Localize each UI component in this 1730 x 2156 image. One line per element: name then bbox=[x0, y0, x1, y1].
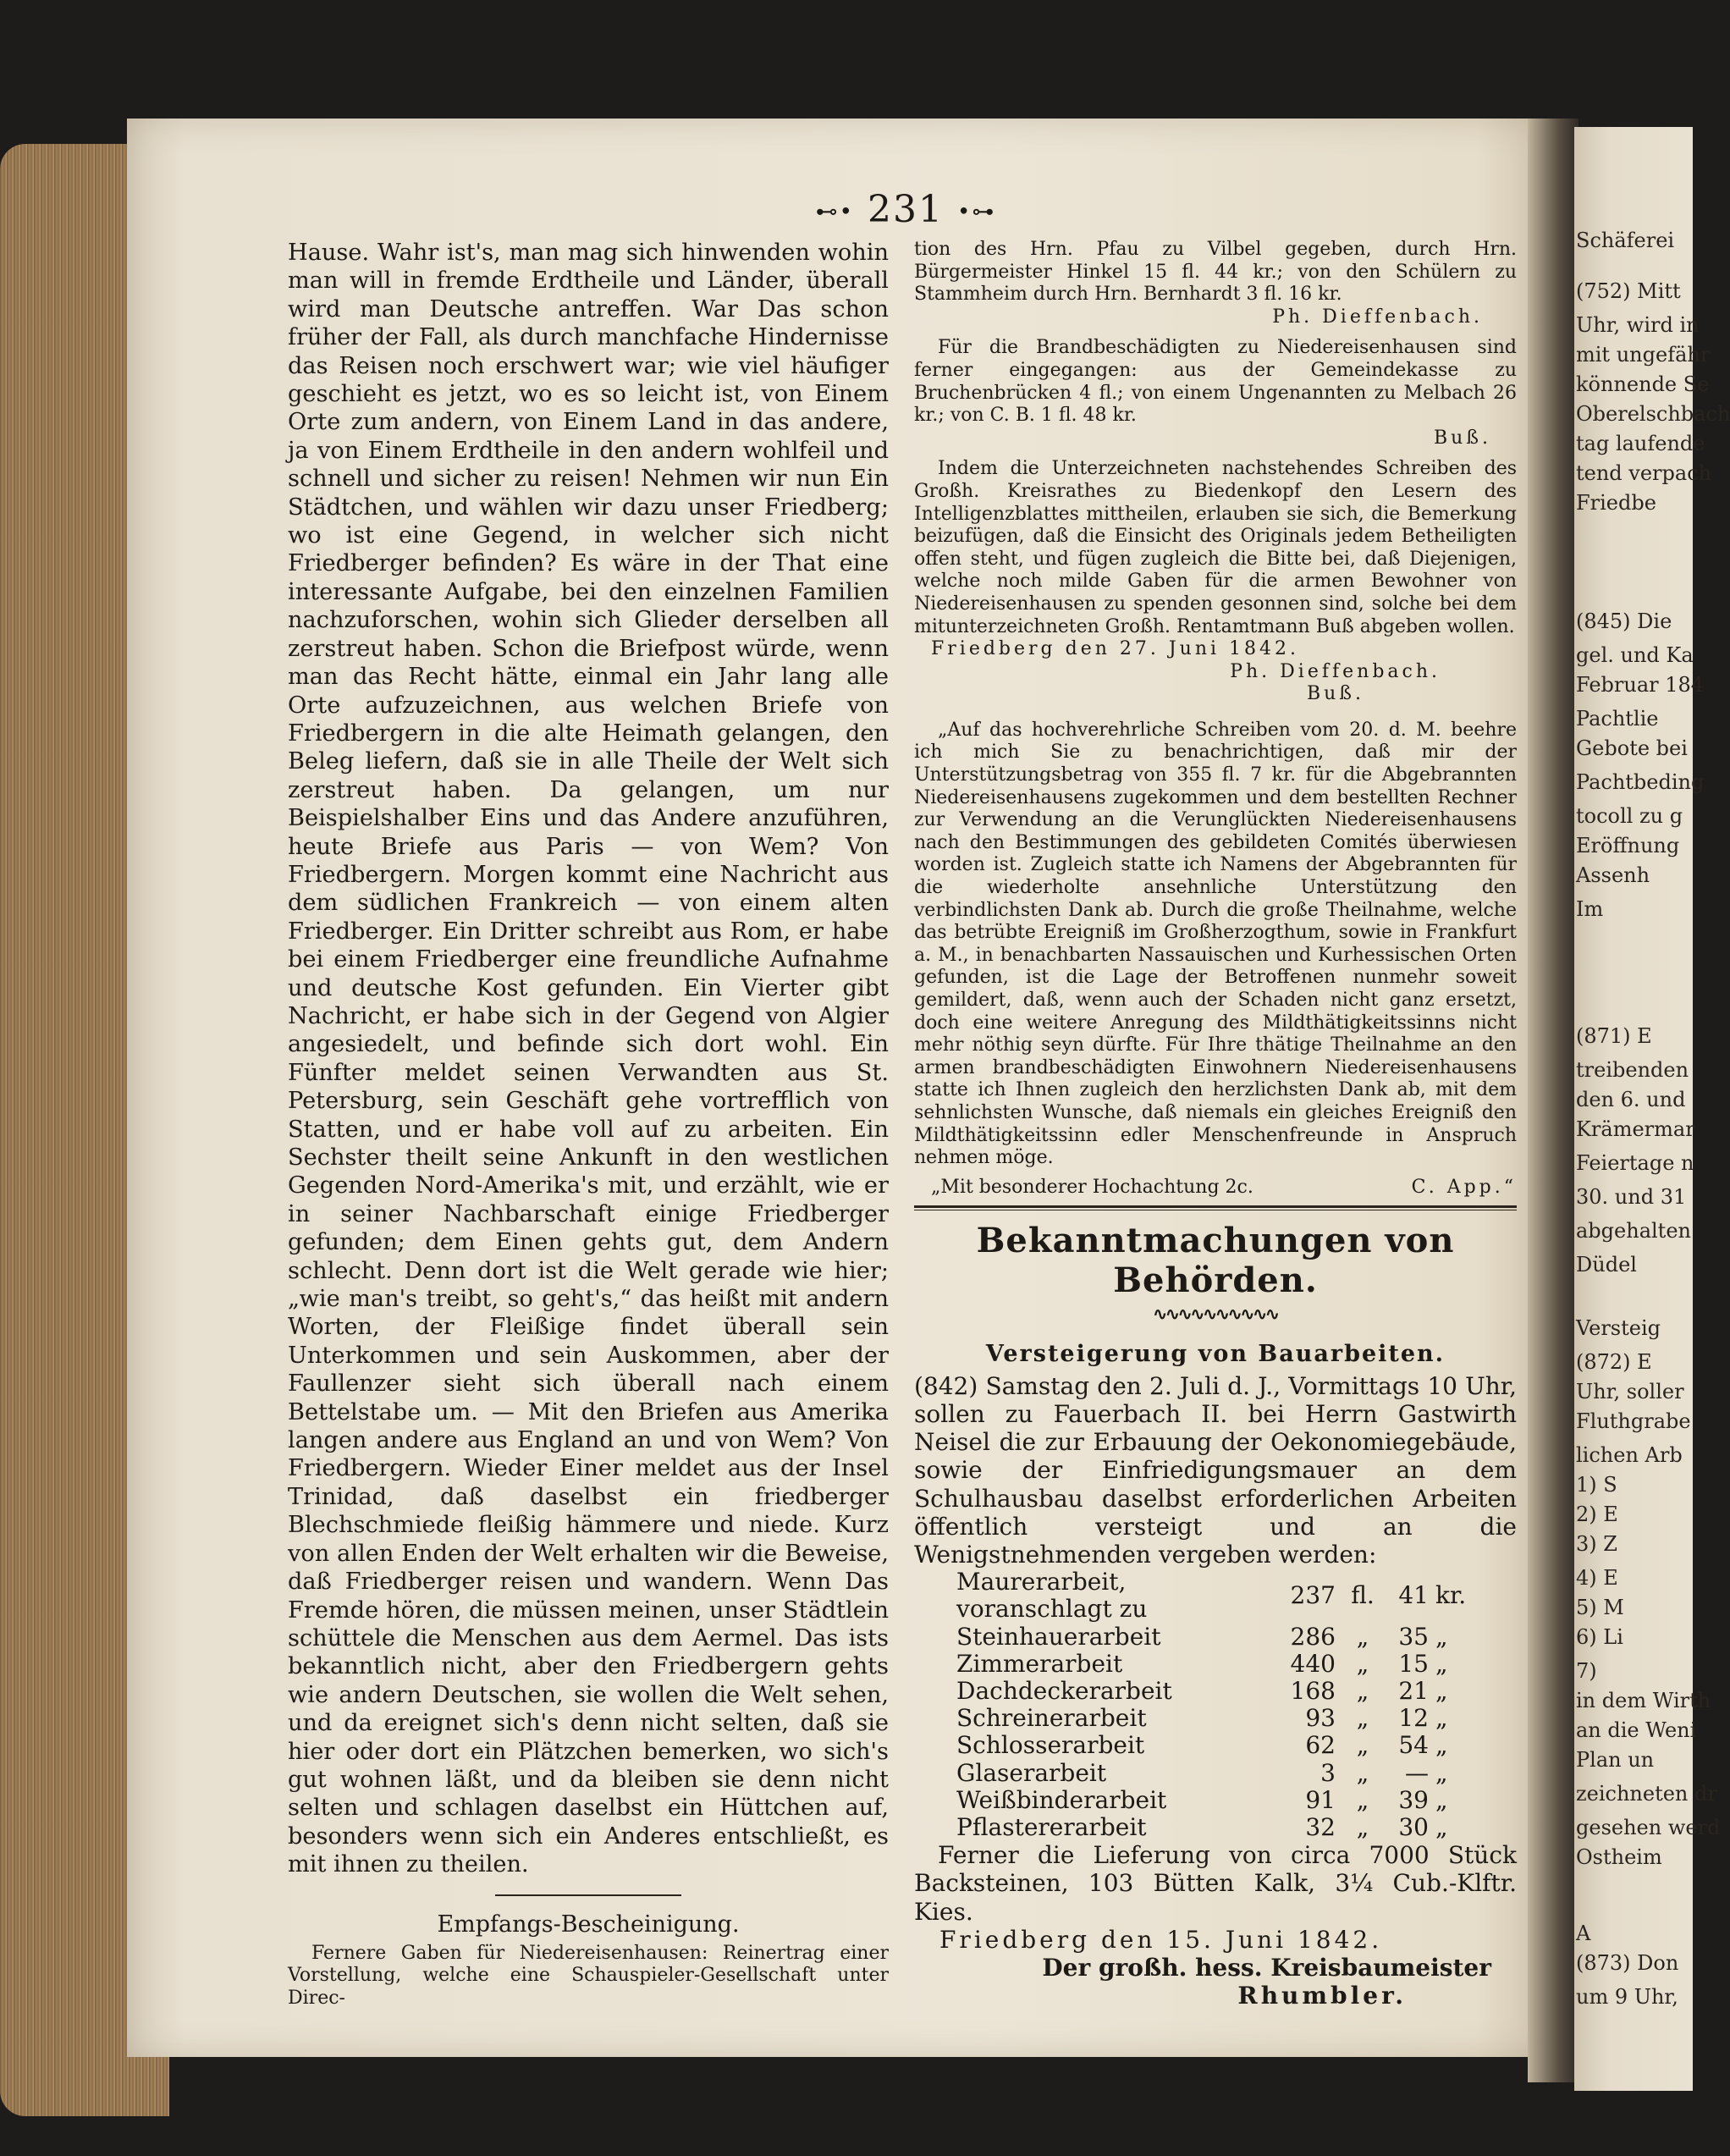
cost-kr-unit: „ bbox=[1435, 1758, 1448, 1787]
cost-fl: 62 bbox=[1305, 1731, 1336, 1760]
cost-fl: 168 bbox=[1290, 1676, 1336, 1705]
cost-fl-unit: „ bbox=[1356, 1649, 1369, 1678]
right-page-fragment: (873) Don bbox=[1576, 1951, 1679, 1975]
authority-title: Der großh. hess. Kreisbaumeister bbox=[1042, 1954, 1491, 1982]
cost-fl-unit: „ bbox=[1356, 1758, 1369, 1787]
right-page-fragment: tend verpach bbox=[1576, 461, 1712, 485]
cost-item: Zimmerarbeit bbox=[956, 1649, 1123, 1678]
letter-signature: C. App.“ bbox=[1411, 1176, 1517, 1198]
right-page-fragment: 3) Z bbox=[1576, 1532, 1617, 1556]
right-page-fragment: Pachtbeding bbox=[1576, 770, 1705, 794]
right-page-fragment: 4) E bbox=[1576, 1566, 1618, 1590]
signature-dieffenbach: Ph. Dieffenbach. bbox=[1272, 306, 1483, 328]
cost-item: Dachdeckerarbeit bbox=[956, 1676, 1172, 1705]
cost-kr: 12 bbox=[1398, 1704, 1429, 1733]
cost-row bbox=[956, 1760, 1466, 1787]
right-page-fragment: Im bbox=[1576, 897, 1604, 921]
notice-date: Friedberg den 15. Juni 1842. bbox=[939, 1925, 1383, 1954]
cost-kr: 39 bbox=[1398, 1785, 1429, 1814]
right-page-fragment: 5) M bbox=[1576, 1596, 1624, 1619]
right-page-fragment: Versteig bbox=[1576, 1316, 1661, 1340]
right-page-fragment: (845) Die bbox=[1576, 609, 1672, 633]
cost-kr-unit: „ bbox=[1435, 1622, 1448, 1651]
right-page-fragment: Assenh bbox=[1576, 863, 1650, 887]
right-page-fragment: um 9 Uhr, bbox=[1576, 1985, 1678, 2009]
cost-kr-unit: kr. bbox=[1435, 1581, 1467, 1610]
right-page-fragment: tag laufende bbox=[1576, 432, 1705, 455]
cost-kr-unit: „ bbox=[1435, 1731, 1448, 1760]
left-column bbox=[288, 239, 889, 2010]
cost-row bbox=[956, 1624, 1466, 1651]
right-page-fragment: 6) Li bbox=[1576, 1625, 1623, 1649]
ornament-right-icon: •⊶ bbox=[956, 199, 996, 225]
right-page-fragment: Friedbe bbox=[1576, 491, 1656, 515]
letter-text: „Auf das hochverehrliche Schreiben vom 20. d. M. beehre ich mich Sie zu benachrichtigen, daß mir der Unterstützungsbetrag von 355 fl. 7 kr. für die Abgebrannten Niedereisenhausens zugekommen und dem bestellten Rechner zur Verwendung an die Verunglückten Niedereisenhausens nach den Bestimmungen des gebildeten Comités überwiesen worden ist. Zugleich statte ich Namens der Abgebrannten für die wiederholte ansehnliche Unterstützung den verbindlichsten Dank ab. Durch die große Theilnahme, welche das betrübte Ereigniß im Großherzogthum, sowie in Frankfurt a. M., in benachbarten Nassauischen und Kurhessischen Orten gefunden, ist die Lage der Betroffenen nunmehr soweit gemildert, daß, wenn auch der Schaden nicht ganz ersetzt, doch eine weitere Anregung des Mildthätigkeitssinns nicht mehr nöthig seyn dürfte. Für Ihre thätige Theilnahme an den armen brandbeschädigten Einwohnern Niedereisenhausens statte ich Ihnen zugleich den herzlichsten Dank ab, mit dem sehnlichsten Wunsche, daß niemals ein gleiches Ereigniß den Mildthätigkeitssinn edler Menschenfreunde in Anspruch nehmen möge. bbox=[914, 719, 1517, 1169]
book-gutter bbox=[1528, 119, 1578, 2082]
cost-item: Schreinerarbeit bbox=[956, 1704, 1147, 1733]
right-page-fragment: Feiertage n bbox=[1576, 1151, 1694, 1175]
cost-fl: 286 bbox=[1290, 1622, 1336, 1651]
essay-text: Hause. Wahr ist's, man mag sich hinwenden wohin man will in fremde Erdtheile und Länder, überall wird man Deutsche antreffen. War Das schon früher der Fall, als durch manchfache Hindernisse das Reisen noch erschwert war; wie viel häufiger geschieht es jetzt, wo es so leicht ist, von Einem Orte zum andern, von Einem Land in das andere, ja von Einem Erdtheile in den andern wohlfeil und schnell und sicher zu reisen! Nehmen wir nun Ein Städtchen, und wählen wir dazu unser Friedberg; wo ist eine Gegend, in welcher sich nicht Friedberger befinden? Es wäre in der That eine interessante Aufgabe, bei den einzelnen Familien nachzuforschen, wohin sich Glieder derselben all zerstreut haben. Schon die Briefpost würde, wenn man das Recht hätte, einmal ein Jahr lang alle Orte aufzuzeichnen, aus welchen Briefe von Friedbergern in die alte Heimath gelangen, den Beleg liefern, daß sie in alle Theile der Welt sich zerstreut haben. Da gelangen, um nur Beispielshalber Eins und das Andere anzuführen, heute Briefe aus Paris — von Wem? Von Friedbergern. Morgen kommt eine Nachricht aus dem südlichen Frankreich — von einem alten Friedberger. Ein Dritter schreibt aus Rom, er habe bei einem Friedberger eine freundliche Aufnahme und deutsche Kost gefunden. Ein Vierter gibt Nachricht, er habe sich in der Gegend von Algier angesiedelt, und befinde sich dort wohl. Ein Fünfter meldet seinen Verwandten aus St. Petersburg, sein Geschäft gehe vortrefflich von Statten, und er habe voll auf zu arbeiten. Ein Sechster theilt seine Ankunft in den westlichen Gegenden Nord-Amerika's mit, und erzählt, wie er in seiner Nachbarschaft einige Friedberger gefunden; dem Einen gehts gut, dem Andern schlecht. Denn dort ist die Welt gerade wie hier; „wie man's treibt, so geht's,“ das heißt mit andern Worten, der Fleißige findet überall sein Unterkommen und sein Auskommen, aber der Faullenzer sieht sich überall nach einem Bettelstabe um. — Mit den Briefen aus Amerika langen andere aus England an und von Wem? Von Friedbergern. Wieder Einer meldet aus der Insel Trinidad, daß daselbst ein friedberger Blechschmiede fleißig hämmere und niede. Kurz von allen Enden der Welt erhalten wir die Beweise, daß Friedberger reisen und wandern. Wenn Das Fremde hören, die müssen meinen, unser Städtlein schüttele die Menschen aus dem Aermel. Das ists bekanntlich nicht, aber den Friedbergern gehts wie andern Deutschen, sie wollen die Welt sehen, und da ereignet sich's denn nicht selten, daß sie hier oder dort ein Plätzchen bemerken, wo sich's gut wohnen läßt, und da bleiben sie denn nicht selten und schlagen daselbst ein Hüttchen auf, besonders wenn sich ein Anderes entschließt, es mit ihnen zu theilen. bbox=[288, 240, 889, 1878]
section-title: Bekanntmachungen von Behörden. bbox=[976, 1220, 1455, 1300]
right-page-fragment: Eröffnung bbox=[1576, 834, 1680, 857]
cost-row bbox=[956, 1569, 1466, 1623]
right-page-fragment: mit ungefähr bbox=[1576, 343, 1711, 367]
right-page-fragment: treibenden bbox=[1576, 1058, 1689, 1082]
right-page-fragment: in dem Wirth bbox=[1576, 1689, 1711, 1712]
right-page-fragment: Schäferei bbox=[1576, 229, 1675, 252]
cost-kr-unit: „ bbox=[1435, 1704, 1448, 1733]
intro-text: Indem die Unterzeichneten nachstehendes Schreiben des Großh. Kreisrathes zu Biedenkopf den Lesern des Intelligenzblattes mittheilen, erlauben sie sich, die Bemerkung beizufügen, daß die Einsicht des Originals jedem Betheiligten offen steht, und fügen zugleich die Bitte bei, daß Diejenigen, welche noch milde Gaben für die armen Bewohner von Niedereisenhausen zu spenden gesonnen sind, solche bei dem mitunterzeichneten Großh. Rentamtmann Buß abgeben wollen. bbox=[914, 458, 1517, 637]
cost-item: Schlosserarbeit bbox=[956, 1731, 1145, 1760]
right-page-fragment: Ostheim bbox=[1576, 1845, 1662, 1869]
right-page-fragment: (752) Mitt bbox=[1576, 279, 1681, 303]
cost-fl: 93 bbox=[1305, 1704, 1336, 1733]
cost-fl-unit: „ bbox=[1356, 1704, 1369, 1733]
right-page-fragment: 7) bbox=[1576, 1659, 1597, 1683]
cost-row bbox=[956, 1732, 1466, 1759]
right-page-fragment: Gebote bei bbox=[1576, 736, 1688, 760]
signature-dieffenbach-2: Ph. Dieffenbach. bbox=[1230, 660, 1441, 682]
signature-buss: Buß. bbox=[1433, 427, 1491, 449]
donations-text: Für die Brandbeschädigten zu Niedereisenhausen sind ferner eingegangen: aus der Gemeindekasse zu Bruchenbrücken 4 fl.; von einem Ungenannten zu Melbach 26 kr.; von C. B. 1 fl. 48 kr. bbox=[914, 337, 1517, 427]
cost-fl: 91 bbox=[1305, 1785, 1336, 1814]
date-line: Friedberg den 27. Juni 1842. bbox=[931, 638, 1300, 660]
receipt-continuation: tion des Hrn. Pfau zu Vilbel gegeben, durch Hrn. Bürgermeister Hinkel 15 fl. 44 kr.; von den Schülern zu Stammheim durch Hrn. Bernhardt 3 fl. 16 kr. bbox=[914, 239, 1517, 306]
cost-kr: 15 bbox=[1398, 1649, 1429, 1678]
section-rule bbox=[914, 1205, 1517, 1210]
cost-fl-unit: „ bbox=[1356, 1622, 1369, 1651]
right-page-fragment: Düdel bbox=[1576, 1253, 1637, 1277]
right-page-fragment: den 6. und bbox=[1576, 1088, 1686, 1111]
receipt-heading: Empfangs-Bescheinigung. bbox=[437, 1911, 740, 1938]
cost-row bbox=[956, 1651, 1466, 1678]
right-page-fragment: an die Weni bbox=[1576, 1718, 1697, 1742]
supplies-text: Ferner die Lieferung von circa 7000 Stück Backsteinen, 103 Bütten Kalk, 3¼ Cub.-Klftr. Kies. bbox=[914, 1841, 1517, 1926]
cost-table bbox=[956, 1569, 1466, 1841]
cost-row bbox=[956, 1814, 1466, 1841]
cost-fl-unit: „ bbox=[1356, 1676, 1369, 1705]
cost-item: Pflastererarbeit bbox=[956, 1813, 1147, 1841]
cost-item: Maurerarbeit, voranschlagt zu bbox=[956, 1568, 1148, 1624]
cost-fl-unit: „ bbox=[1356, 1731, 1369, 1760]
cost-kr: 30 bbox=[1398, 1813, 1429, 1841]
cost-kr-unit: „ bbox=[1435, 1785, 1448, 1814]
page-number: 231 bbox=[868, 188, 944, 231]
cost-kr-unit: „ bbox=[1435, 1649, 1448, 1678]
right-page-fragment: Plan un bbox=[1576, 1748, 1655, 1772]
right-page-fragment: 30. und 31 bbox=[1576, 1185, 1687, 1209]
right-page-fragment: Fluthgrabe bbox=[1576, 1409, 1691, 1433]
right-page-fragment: gesehen werd bbox=[1576, 1816, 1721, 1839]
right-page-fragment: Uhr, soller bbox=[1576, 1380, 1684, 1403]
cost-item: Glaserarbeit bbox=[956, 1758, 1107, 1787]
divider-rule bbox=[495, 1894, 681, 1896]
right-column bbox=[914, 239, 1517, 2010]
cost-kr: 41 bbox=[1398, 1581, 1429, 1610]
right-page-fragment: (871) E bbox=[1576, 1024, 1652, 1048]
cost-fl: 440 bbox=[1290, 1649, 1336, 1678]
cost-row bbox=[956, 1787, 1466, 1814]
right-page-fragment: Krämermar bbox=[1576, 1117, 1695, 1141]
cost-kr-unit: „ bbox=[1435, 1813, 1448, 1841]
right-page-fragment: Oberelschbach bbox=[1576, 402, 1730, 426]
cost-row bbox=[956, 1678, 1466, 1705]
cost-kr: 54 bbox=[1398, 1731, 1429, 1760]
page-header bbox=[813, 188, 999, 231]
auction-notice: (842) Samstag den 2. Juli d. J., Vormittags 10 Uhr, sollen zu Fauerbach II. bei Herrn Gastwirth Neisel die zur Erbauung der Oekonomiegebäude, sowie der Einfriedigungsmauer an dem Schulhausbau daselbst erforderlichen Arbeiten öffentlich versteigt und an die Wenigstnehmenden vergeben werden: bbox=[914, 1371, 1517, 1569]
right-page-fragment: 1) S bbox=[1576, 1473, 1617, 1497]
auction-subheading: Versteigerung von Bauarbeiten. bbox=[985, 1340, 1446, 1367]
right-page-fragment: Februar 184 bbox=[1576, 673, 1705, 697]
right-page-fragment: abgehalten bbox=[1576, 1219, 1691, 1243]
right-page-fragment: könnende Se bbox=[1576, 372, 1710, 396]
right-page-fragment: Uhr, wird in bbox=[1576, 313, 1700, 337]
right-page-fragment: (872) E bbox=[1576, 1350, 1652, 1374]
cost-kr: 35 bbox=[1398, 1622, 1429, 1651]
ornament-left-icon: ⊷• bbox=[815, 199, 854, 225]
right-page-fragment: 2) E bbox=[1576, 1503, 1618, 1526]
letter-footer bbox=[914, 1175, 1517, 1200]
signature-buss-2: Buß. bbox=[1306, 683, 1364, 705]
cost-kr: 21 bbox=[1398, 1676, 1429, 1705]
squiggle-ornament-icon: ∿∿∿∿∿∿∿∿∿∿ bbox=[1153, 1303, 1278, 1324]
cost-row bbox=[956, 1705, 1466, 1732]
letter-closing: „Mit besonderer Hochachtung 2c. bbox=[931, 1176, 1253, 1198]
cost-item: Steinhauerarbeit bbox=[956, 1622, 1161, 1651]
right-page-fragment: gel. und Ka bbox=[1576, 643, 1694, 667]
cost-kr-unit: „ bbox=[1435, 1676, 1448, 1705]
receipt-text: Fernere Gaben für Niedereisenhausen: Reinertrag einer Vorstellung, welche eine Schauspieler-Gesellschaft unter Direc- bbox=[288, 1942, 889, 2009]
cost-fl-unit: „ bbox=[1356, 1785, 1369, 1814]
cost-fl: 3 bbox=[1320, 1758, 1336, 1787]
cost-fl: 237 bbox=[1290, 1581, 1336, 1610]
authority-name: Rhumbler. bbox=[1237, 1982, 1407, 2010]
right-page-fragment: tocoll zu g bbox=[1576, 804, 1683, 828]
cost-fl: 32 bbox=[1305, 1813, 1336, 1841]
cost-kr: — bbox=[1405, 1758, 1429, 1787]
cost-item: Weißbinderarbeit bbox=[956, 1785, 1167, 1814]
cost-fl-unit: fl. bbox=[1351, 1581, 1375, 1610]
cost-fl-unit: „ bbox=[1356, 1813, 1369, 1841]
right-page-fragment: A bbox=[1576, 1922, 1591, 1945]
right-page-fragment: Pachtlie bbox=[1576, 707, 1659, 731]
right-page-fragment: lichen Arb bbox=[1576, 1443, 1683, 1467]
right-page-fragment: zeichneten dr bbox=[1576, 1782, 1717, 1806]
